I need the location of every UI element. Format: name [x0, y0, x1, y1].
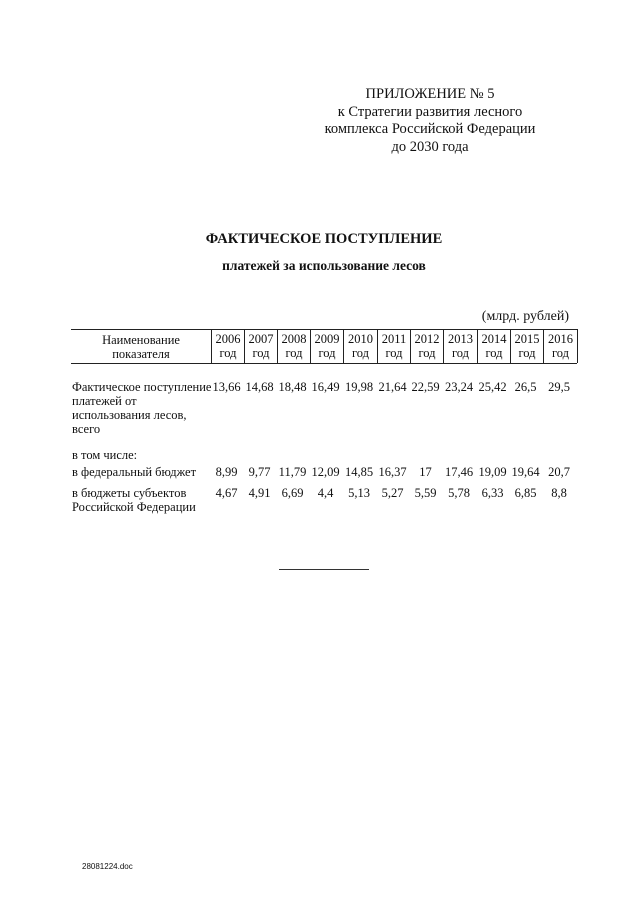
table-cell: 5,13 [348, 486, 370, 500]
table-cell: 20,7 [548, 465, 570, 479]
table-cell: 8,99 [215, 465, 238, 479]
year-header-2008 [278, 332, 310, 360]
table-cell: 5,59 [414, 486, 437, 500]
year-word: год [285, 346, 303, 360]
year-header-2012 [411, 332, 443, 360]
year-header-2007 [245, 332, 277, 360]
table-cell: 5,78 [448, 486, 470, 500]
year-word: год [318, 346, 336, 360]
table-cell: 9,77 [248, 465, 271, 479]
table-top-rule [71, 329, 577, 330]
year-header-2011 [378, 332, 410, 360]
document-subtitle: платежей за использование лесов [222, 258, 426, 273]
table-cell: 16,37 [378, 465, 407, 479]
year-header-2015 [511, 332, 543, 360]
year-value: 2013 [448, 332, 473, 346]
table-header-rule [71, 363, 577, 364]
year-word: год [351, 346, 370, 360]
table-cell: 25,42 [478, 380, 507, 394]
table-cell: 19,09 [478, 465, 507, 479]
year-word: год [485, 346, 503, 360]
table-cell: 6,85 [514, 486, 537, 500]
year-word: год [451, 346, 470, 360]
table-cell: 22,59 [411, 380, 440, 394]
table-cell: 4,67 [215, 486, 238, 500]
year-word: год [219, 346, 237, 360]
year-value: 2009 [314, 332, 340, 346]
year-word: год [551, 346, 570, 360]
table-cell: 11,79 [278, 465, 307, 479]
year-value: 2010 [348, 332, 373, 346]
year-header-2010 [344, 332, 377, 360]
year-value: 2008 [281, 332, 307, 346]
table-cell: 19,98 [344, 380, 374, 394]
table-cell: 17,46 [444, 465, 474, 479]
year-value: 2012 [414, 332, 440, 346]
table-cell: 14,68 [245, 380, 274, 394]
file-name: 28081224.doc [82, 862, 133, 871]
appendix-line-2: к Стратегии развития лесного [337, 103, 523, 120]
table-cell: 5,27 [381, 486, 404, 500]
table-cell: 6,33 [481, 486, 504, 500]
appendix-line-4: до 2030 года [391, 138, 469, 155]
header-indicator-name: Наименование показателя [102, 333, 180, 361]
table-cell: 23,24 [444, 380, 474, 394]
appendix-number: ПРИЛОЖЕНИЕ № 5 [365, 86, 495, 102]
year-value: 2014 [481, 332, 507, 346]
table-cell: 4,4 [317, 486, 334, 500]
table-cell: 12,09 [311, 465, 340, 479]
appendix-line-3: комплекса Российской Федерации [324, 121, 536, 137]
table-cell: 16,49 [311, 380, 340, 394]
table-cell: 19,64 [511, 465, 540, 479]
year-header-2016 [544, 332, 577, 360]
table-cell: 17 [419, 465, 432, 479]
year-header-2014 [478, 332, 510, 360]
table-cell: 18,48 [278, 380, 307, 394]
year-word: год [518, 346, 536, 360]
appendix-header [300, 86, 560, 156]
table-cell: 4,91 [248, 486, 271, 500]
table-cell: 14,85 [344, 465, 374, 479]
units-label: (млрд. рублей) [481, 309, 569, 324]
table-cell: 8,8 [551, 486, 567, 500]
table-cell: 29,5 [548, 380, 570, 394]
year-word: год [418, 346, 436, 360]
year-value: 2011 [381, 332, 407, 346]
year-header-2009 [311, 332, 343, 360]
row-label: Фактическое поступление платежей от использования лесов, всего [72, 380, 212, 436]
table-cell: 21,64 [378, 380, 407, 394]
year-header-2006 [212, 332, 244, 360]
table-cell: 6,69 [281, 486, 304, 500]
end-rule [279, 569, 369, 570]
table-cell: 13,66 [212, 380, 241, 394]
year-header-2013 [444, 332, 477, 360]
year-value: 2015 [514, 332, 540, 346]
row-label: в том числе: [72, 448, 138, 462]
year-value: 2006 [215, 332, 241, 346]
column-divider [577, 329, 578, 363]
year-word: год [252, 346, 270, 360]
table-cell: 26,5 [514, 380, 537, 394]
document-title: ФАКТИЧЕСКОЕ ПОСТУПЛЕНИЕ [205, 231, 443, 247]
year-value: 2007 [248, 332, 274, 346]
row-label: в бюджеты субъектов Российской Федерации [72, 486, 196, 514]
row-label: в федеральный бюджет [72, 465, 197, 479]
year-value: 2016 [548, 332, 573, 346]
year-word: год [385, 346, 403, 360]
